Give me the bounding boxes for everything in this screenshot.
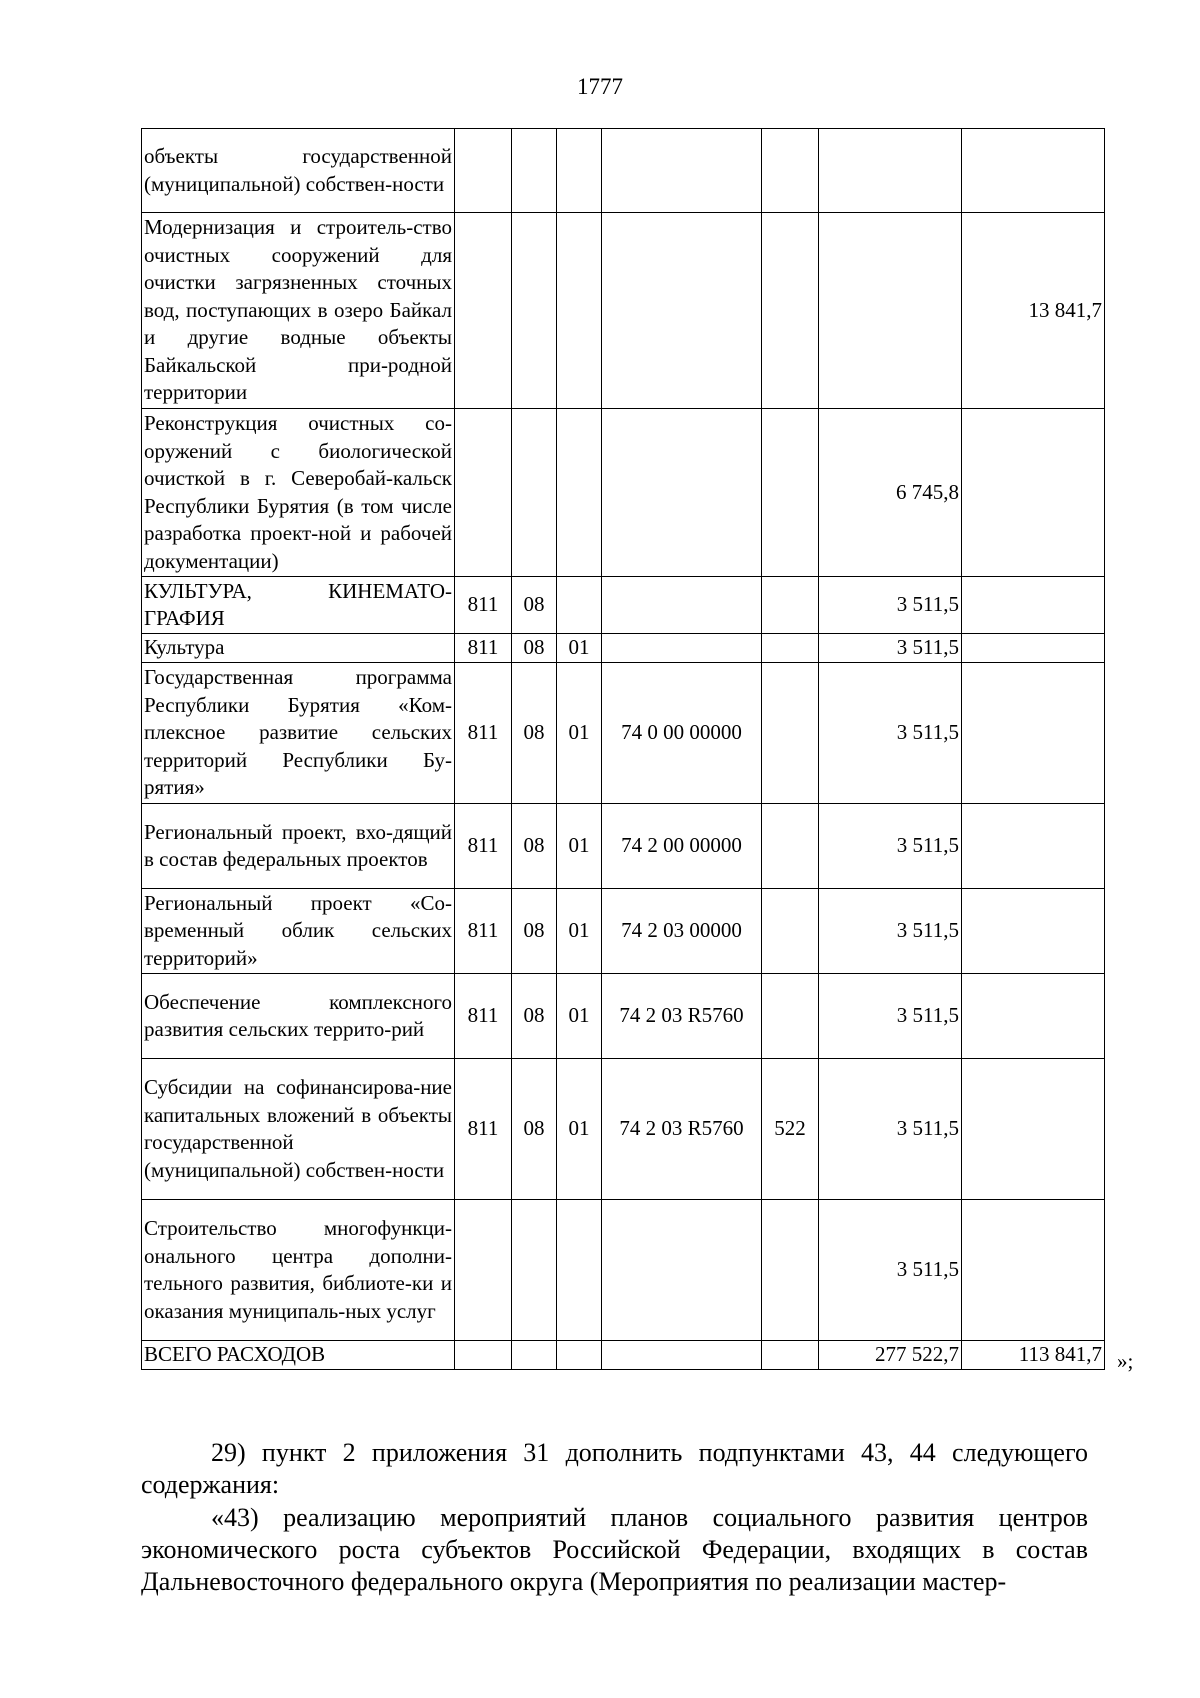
cell-vr (762, 634, 819, 663)
cell-csr (602, 634, 762, 663)
table-row-total (142, 1341, 1105, 1370)
cell-sum1: 3 511,5 (819, 577, 962, 634)
cell-ved (455, 129, 512, 213)
cell-csr: 74 2 03 R5760 (602, 1059, 762, 1200)
cell-rz (512, 129, 557, 213)
cell-csr: 74 0 00 00000 (602, 663, 762, 804)
row-name: Субсидии на софинансирова-ние капитальных вложений в объекты государственной (муниципальной) собствен-ности (142, 1059, 455, 1200)
cell-pr: 01 (557, 974, 602, 1059)
cell-sum2 (962, 804, 1105, 889)
cell-vr (762, 129, 819, 213)
cell-rz (512, 213, 557, 409)
cell-sum1 (819, 129, 962, 213)
cell-sum2: 13 841,7 (962, 213, 1105, 409)
cell-sum2 (962, 1200, 1105, 1341)
row-name: Государственная программа Республики Бурятия «Ком-плексное развитие сельских территорий Республики Бу-рятия» (142, 663, 455, 804)
cell-sum1 (819, 213, 962, 409)
cell-csr (602, 409, 762, 577)
table-row (142, 1059, 1105, 1200)
cell-pr: 01 (557, 1059, 602, 1200)
cell-ved: 811 (455, 577, 512, 634)
cell-rz: 08 (512, 804, 557, 889)
budget-table (141, 128, 1105, 1370)
table-row (142, 1200, 1105, 1341)
cell-rz: 08 (512, 634, 557, 663)
row-name: КУЛЬТУРА, КИНЕМАТО-ГРАФИЯ (142, 577, 455, 634)
row-name: Региональный проект «Со-временный облик сельских территорий» (142, 889, 455, 974)
cell-pr: 01 (557, 804, 602, 889)
cell-rz (512, 409, 557, 577)
cell-sum1: 3 511,5 (819, 1200, 962, 1341)
table-row (142, 577, 1105, 634)
table-row (142, 634, 1105, 663)
cell-pr (557, 213, 602, 409)
row-name: Обеспечение комплексного развития сельских террито-рий (142, 974, 455, 1059)
cell-csr (602, 1341, 762, 1370)
cell-vr (762, 409, 819, 577)
cell-ved: 811 (455, 974, 512, 1059)
cell-csr: 74 2 03 00000 (602, 889, 762, 974)
paragraph-43: «43) реализацию мероприятий планов социального развития центров экономического роста субъектов Российской Федерации, входящих в состав Дальневосточного федерального округа (Мероприятия по реализации мастер- (141, 1503, 1088, 1596)
cell-vr (762, 213, 819, 409)
cell-vr (762, 804, 819, 889)
cell-sum2 (962, 1059, 1105, 1200)
cell-pr (557, 1200, 602, 1341)
table-row (142, 213, 1105, 409)
cell-rz: 08 (512, 1059, 557, 1200)
table-row (142, 409, 1105, 577)
paragraph-29: 29) пункт 2 приложения 31 дополнить подпунктами 43, 44 следующего содержания: (141, 1438, 1088, 1499)
cell-sum1: 3 511,5 (819, 663, 962, 804)
cell-ved: 811 (455, 634, 512, 663)
cell-vr: 522 (762, 1059, 819, 1200)
cell-rz: 08 (512, 577, 557, 634)
cell-pr (557, 409, 602, 577)
cell-sum2 (962, 129, 1105, 213)
cell-vr (762, 889, 819, 974)
cell-pr (557, 1341, 602, 1370)
cell-sum1: 6 745,8 (819, 409, 962, 577)
cell-pr: 01 (557, 663, 602, 804)
cell-vr (762, 1200, 819, 1341)
cell-sum1: 3 511,5 (819, 804, 962, 889)
cell-sum2 (962, 889, 1105, 974)
cell-sum2 (962, 634, 1105, 663)
row-name: Культура (142, 634, 455, 663)
cell-pr (557, 129, 602, 213)
closing-quote-mark: »; (1117, 1349, 1134, 1373)
table-row (142, 663, 1105, 804)
cell-vr (762, 1341, 819, 1370)
table-row (142, 889, 1105, 974)
cell-ved (455, 1200, 512, 1341)
cell-ved (455, 1341, 512, 1370)
cell-csr (602, 1200, 762, 1341)
cell-vr (762, 577, 819, 634)
row-name: Реконструкция очистных со-оружений с биологической очисткой в г. Северобай-кальск Республики Бурятия (в том числе разработка проект-ной и рабочей документации) (142, 409, 455, 577)
cell-sum2 (962, 409, 1105, 577)
cell-pr: 01 (557, 634, 602, 663)
cell-vr (762, 663, 819, 804)
cell-rz: 08 (512, 663, 557, 804)
cell-csr (602, 577, 762, 634)
cell-ved: 811 (455, 804, 512, 889)
cell-ved: 811 (455, 1059, 512, 1200)
cell-sum2: 113 841,7 (962, 1341, 1105, 1370)
cell-sum1: 3 511,5 (819, 634, 962, 663)
cell-sum1: 3 511,5 (819, 889, 962, 974)
cell-pr (557, 577, 602, 634)
cell-rz (512, 1341, 557, 1370)
cell-sum2 (962, 974, 1105, 1059)
cell-csr (602, 129, 762, 213)
page-number: 1777 (577, 74, 623, 99)
cell-ved (455, 409, 512, 577)
cell-ved: 811 (455, 889, 512, 974)
cell-csr: 74 2 03 R5760 (602, 974, 762, 1059)
cell-ved (455, 213, 512, 409)
row-name: объекты государственной (муниципальной) собствен-ности (142, 129, 455, 213)
row-name: Региональный проект, вхо-дящий в состав федеральных проектов (142, 804, 455, 889)
table-row (142, 129, 1105, 213)
cell-sum2 (962, 577, 1105, 634)
cell-rz: 08 (512, 889, 557, 974)
cell-sum1: 277 522,7 (819, 1341, 962, 1370)
table-row (142, 974, 1105, 1059)
cell-sum1: 3 511,5 (819, 1059, 962, 1200)
row-name: Модернизация и строитель-ство очистных сооружений для очистки загрязненных сточных вод, поступающих в озеро Байкал и другие водные объекты Байкальской при-родной территории (142, 213, 455, 409)
row-name: ВСЕГО РАСХОДОВ (142, 1341, 455, 1370)
cell-pr: 01 (557, 889, 602, 974)
cell-rz (512, 1200, 557, 1341)
cell-rz: 08 (512, 974, 557, 1059)
cell-vr (762, 974, 819, 1059)
row-name: Строительство многофункци-онального центра дополни-тельного развития, библиоте-ки и оказания муниципаль-ных услуг (142, 1200, 455, 1341)
cell-ved: 811 (455, 663, 512, 804)
cell-sum1: 3 511,5 (819, 974, 962, 1059)
cell-csr: 74 2 00 00000 (602, 804, 762, 889)
cell-csr (602, 213, 762, 409)
table-row (142, 804, 1105, 889)
cell-sum2 (962, 663, 1105, 804)
